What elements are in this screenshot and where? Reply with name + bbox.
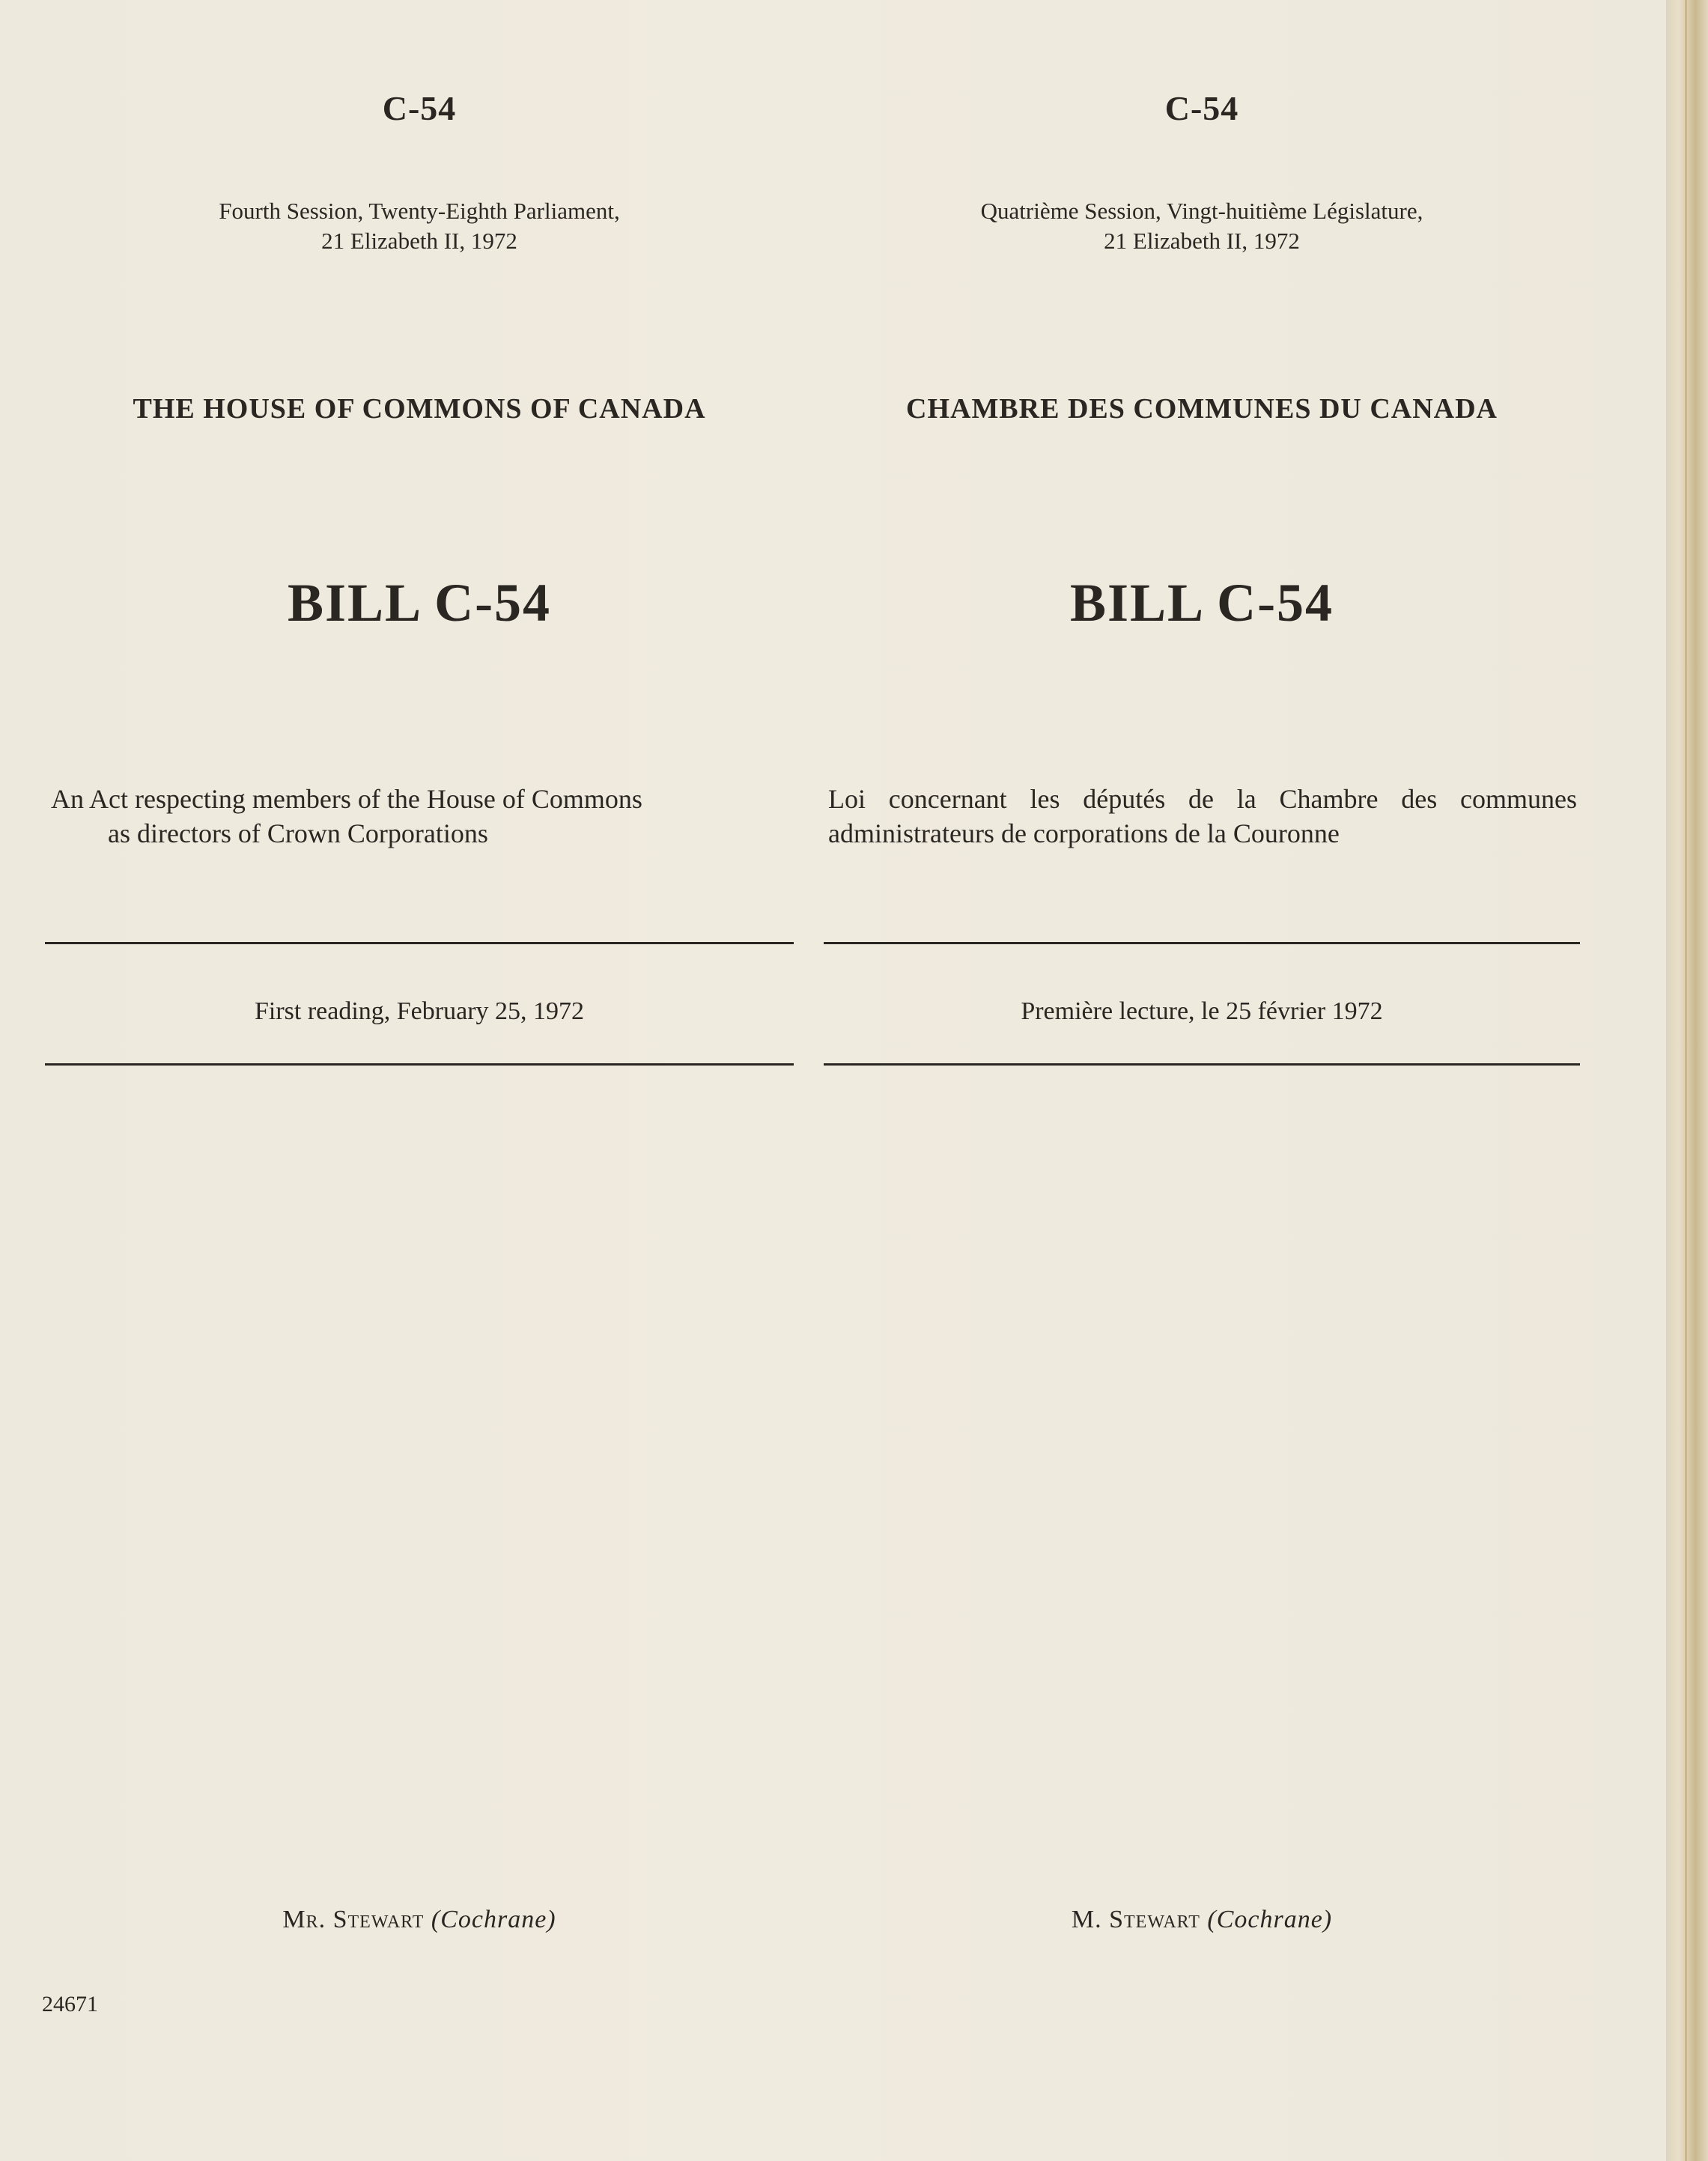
sponsor-name-english: Mr. Stewart bbox=[282, 1906, 425, 1933]
english-column bbox=[45, 0, 794, 2161]
act-title-english-line2: as directors of Crown Corporations bbox=[108, 818, 488, 848]
session-line-french: Quatrième Session, Vingt-huitième Législature, bbox=[980, 198, 1423, 224]
page-edge-line bbox=[1685, 0, 1687, 2161]
session-info-english bbox=[45, 196, 794, 256]
divider-top-english bbox=[45, 942, 794, 944]
divider-top-french bbox=[824, 942, 1580, 944]
house-name-french: CHAMBRE DES COMMUNES DU CANADA bbox=[906, 393, 1498, 425]
document-number: 24671 bbox=[42, 1992, 98, 2016]
bill-title-english: BILL C-54 bbox=[287, 573, 552, 633]
bill-code-english: C-54 bbox=[382, 89, 457, 127]
sponsor-french bbox=[816, 1906, 1587, 1934]
act-title-french: Loi concernant les députés de la Chambre des communes administrateurs de corporations de la Couronne bbox=[828, 784, 1577, 848]
regnal-year-french: 21 Elizabeth II, 1972 bbox=[1104, 228, 1300, 254]
first-reading-french: Première lecture, le 25 février 1972 bbox=[1021, 997, 1383, 1025]
house-name-english: THE HOUSE OF COMMONS OF CANADA bbox=[133, 393, 706, 425]
session-info-french bbox=[816, 196, 1587, 256]
french-column bbox=[816, 0, 1587, 2161]
bill-code-french: C-54 bbox=[1164, 89, 1239, 127]
sponsor-name-french: M. Stewart bbox=[1071, 1906, 1200, 1933]
sponsor-english bbox=[45, 1906, 794, 1934]
session-line-english: Fourth Session, Twenty-Eighth Parliament, bbox=[219, 198, 620, 224]
sponsor-riding-english: (Cochrane) bbox=[431, 1906, 556, 1933]
divider-bottom-english bbox=[45, 1063, 794, 1066]
page-edge bbox=[1666, 0, 1708, 2161]
regnal-year-english: 21 Elizabeth II, 1972 bbox=[321, 228, 517, 254]
act-title-english bbox=[51, 782, 794, 851]
sponsor-riding-french: (Cochrane) bbox=[1207, 1906, 1333, 1933]
bill-title-french: BILL C-54 bbox=[1069, 573, 1334, 633]
divider-bottom-french bbox=[824, 1063, 1580, 1066]
act-title-english-line1: An Act respecting members of the House of Commons bbox=[51, 784, 642, 814]
first-reading-english: First reading, February 25, 1972 bbox=[254, 997, 585, 1025]
